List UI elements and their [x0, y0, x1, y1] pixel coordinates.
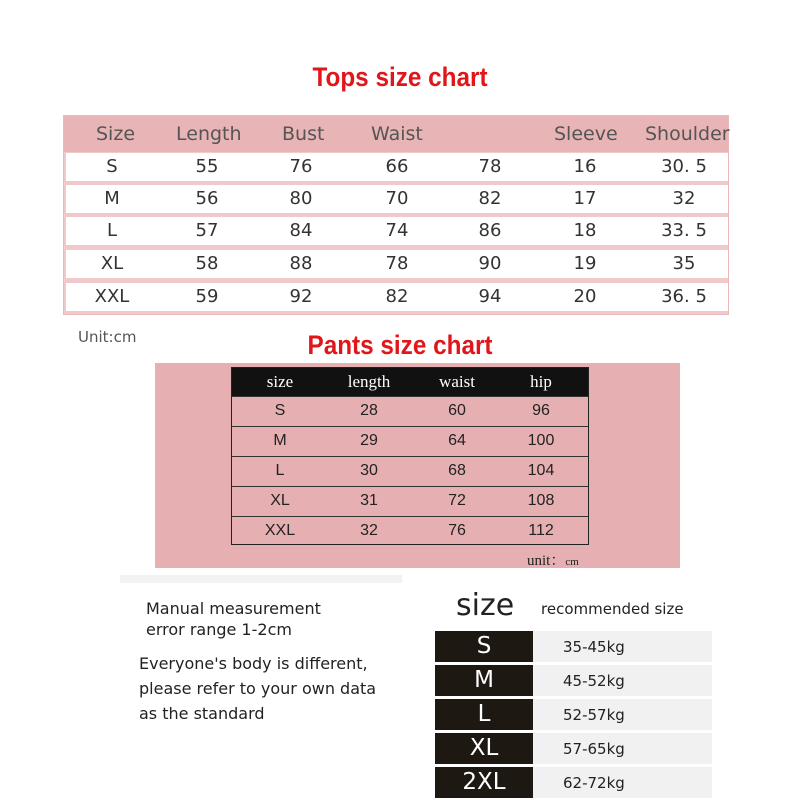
tops-cell: 74: [385, 220, 409, 241]
weight-row-2xl: [435, 767, 712, 798]
tops-header-row: [64, 116, 728, 152]
body-difference-note: [139, 651, 376, 726]
pants-header-length: length: [347, 372, 391, 391]
tops-unit-label: Unit:cm: [78, 328, 137, 346]
pants-cell: 72: [448, 492, 466, 509]
pants-cell: 64: [448, 432, 466, 449]
tops-cell: L: [106, 220, 118, 241]
pants-cell: 30: [360, 462, 378, 479]
pants-row-s: [232, 396, 588, 426]
tops-cell: 88: [289, 253, 313, 274]
pants-row-m: [232, 426, 588, 456]
tops-cell: 33. 5: [661, 220, 707, 241]
weight-size-header: size: [456, 588, 515, 623]
tops-title: Tops size chart: [312, 62, 488, 92]
pants-cell: 68: [448, 462, 466, 479]
weight-size-cell: M: [435, 665, 533, 696]
pants-row-xxl: [232, 516, 588, 546]
tops-header-size: Size: [96, 123, 136, 145]
tops-cell: 78: [478, 156, 502, 177]
tops-row-xl: [66, 250, 728, 278]
pants-cell: 32: [360, 522, 378, 539]
tops-cell: M: [104, 188, 120, 209]
tops-cell: S: [106, 156, 118, 177]
pants-cell: 104: [527, 462, 555, 479]
weight-recommended-header: recommended size: [541, 600, 684, 618]
weight-kg-cell: 45-52kg: [563, 672, 625, 690]
tops-cell: 30. 5: [661, 156, 707, 177]
tops-cell: 90: [478, 253, 502, 274]
pants-cell: 60: [448, 402, 466, 419]
tops-header-length: Length: [176, 123, 242, 145]
tops-row-s: [66, 153, 728, 181]
pants-unit-label: [527, 549, 579, 570]
tops-header-shoulder: Shoulder: [645, 123, 730, 145]
tops-cell: 59: [195, 286, 219, 307]
tops-cell: XL: [100, 253, 124, 274]
tops-cell: 78: [385, 253, 409, 274]
measurement-note: [146, 598, 321, 640]
pants-size-table: [231, 367, 589, 545]
pants-header-row: [232, 368, 588, 396]
tops-cell: XXL: [94, 286, 130, 307]
pants-cell: L: [275, 462, 285, 479]
tops-header-sleeve: Sleeve: [554, 123, 618, 145]
pants-cell: S: [274, 402, 286, 419]
note-line: please refer to your own data: [139, 679, 377, 698]
pants-unit-value: cm: [565, 556, 579, 568]
pants-cell: 28: [360, 402, 378, 419]
weight-row-xl: [435, 733, 712, 764]
tops-cell: 17: [573, 188, 597, 209]
pants-cell: 31: [360, 492, 378, 509]
tops-size-table: [63, 115, 729, 315]
tops-cell: 92: [289, 286, 313, 307]
pants-title: Pants size chart: [307, 330, 493, 360]
pants-cell: 112: [528, 522, 554, 539]
tops-cell: 56: [195, 188, 219, 209]
weight-kg-cell: 35-45kg: [563, 638, 625, 656]
pants-header-waist: waist: [439, 372, 475, 391]
weight-row-s: [435, 631, 712, 662]
divider-strip: [120, 575, 402, 583]
weight-size-cell: 2XL: [435, 767, 533, 798]
note-line: error range 1-2cm: [146, 620, 292, 639]
pants-header-hip: hip: [530, 372, 552, 391]
tops-cell: 76: [289, 156, 313, 177]
note-line: as the standard: [139, 704, 265, 723]
pants-cell: XXL: [264, 522, 296, 539]
pants-row-xl: [232, 486, 588, 516]
note-line: Manual measurement: [146, 599, 321, 618]
pants-header-size: size: [266, 372, 294, 391]
weight-kg-cell: 52-57kg: [563, 706, 625, 724]
tops-header-bust: Bust: [282, 123, 325, 145]
tops-cell: 16: [573, 156, 597, 177]
tops-row-l: [66, 217, 728, 245]
pants-row-l: [232, 456, 588, 486]
tops-cell: 35: [672, 253, 696, 274]
tops-cell: 57: [195, 220, 219, 241]
weight-size-cell: S: [435, 631, 533, 662]
weight-row-m: [435, 665, 712, 696]
tops-cell: 86: [478, 220, 502, 241]
tops-cell: 20: [573, 286, 597, 307]
tops-cell: 70: [385, 188, 409, 209]
pants-unit-prefix: unit：: [527, 553, 566, 569]
tops-row-m: [66, 185, 728, 213]
tops-cell: 66: [385, 156, 409, 177]
pants-cell: 76: [448, 522, 466, 539]
tops-cell: 80: [289, 188, 313, 209]
tops-cell: 36. 5: [661, 286, 707, 307]
tops-cell: 82: [385, 286, 409, 307]
tops-cell: 84: [289, 220, 313, 241]
weight-size-cell: L: [435, 699, 533, 730]
tops-cell: 55: [195, 156, 219, 177]
tops-header-waist: Waist: [371, 123, 423, 145]
tops-cell: 94: [478, 286, 502, 307]
note-line: Everyone's body is different,: [139, 654, 368, 673]
pants-cell: 108: [527, 492, 555, 509]
pants-cell: 29: [360, 432, 378, 449]
tops-cell: 18: [573, 220, 597, 241]
weight-kg-cell: 57-65kg: [563, 740, 625, 758]
tops-row-xxl: [66, 283, 728, 311]
weight-row-l: [435, 699, 712, 730]
pants-cell: 100: [527, 432, 555, 449]
tops-cell: 58: [195, 253, 219, 274]
pants-cell: 96: [532, 402, 550, 419]
pants-cell: M: [273, 432, 287, 449]
tops-cell: 32: [672, 188, 696, 209]
tops-cell: 82: [478, 188, 502, 209]
pants-cell: XL: [270, 492, 290, 509]
weight-size-cell: XL: [435, 733, 533, 764]
tops-cell: 19: [573, 253, 597, 274]
weight-kg-cell: 62-72kg: [563, 774, 625, 792]
